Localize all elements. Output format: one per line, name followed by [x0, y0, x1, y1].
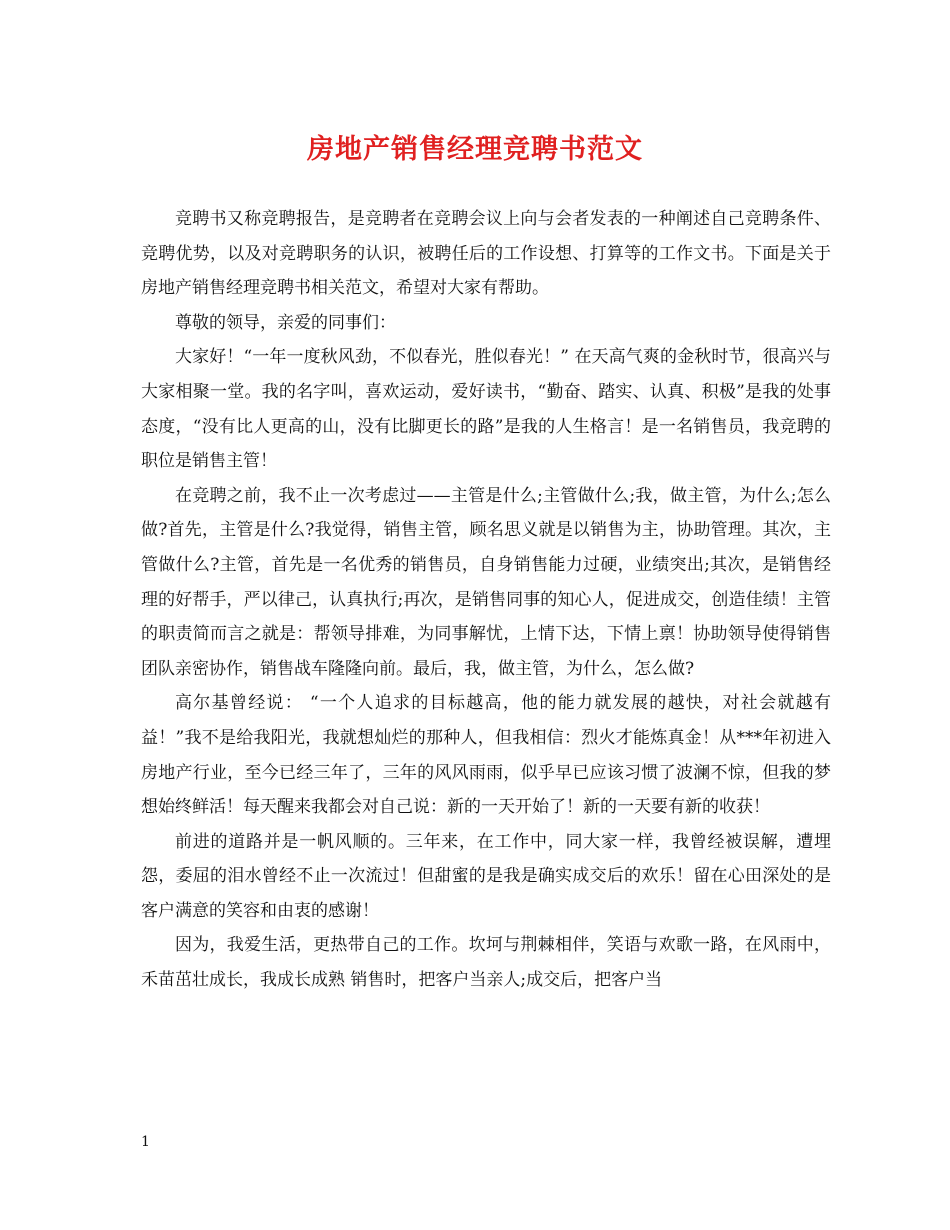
- paragraph-passion: 因为，我爱生活，更热带自己的工作。坎坷与荆棘相伴，笑语与欢歌一路，在风雨中，禾苗茁壮成长，我成长成熟 销售时，把客户当亲人;成交后，把客户当: [141, 935, 831, 991]
- paragraph-challenges: 前进的道路并是一帆风顺的。三年来，在工作中，同大家一样，我曾经被误解，遭埋怨，委屈的泪水曾经不止一次流过！但甜蜜的是我是确实成交后的欢乐！留在心田深处的是客户满意的笑容和由衷的感谢！: [141, 831, 831, 921]
- paragraph-intro: 竞聘书又称竞聘报告，是竞聘者在竞聘会议上向与会者发表的一种阐述自己竞聘条件、竞聘优势，以及对竞聘职务的认识，被聘任后的工作设想、打算等的工作文书。下面是关于房地产销售经理竞聘书相关范文，希望对大家有帮助。: [141, 209, 831, 299]
- paragraph-role-definition: 在竞聘之前，我不止一次考虑过——主管是什么;主管做什么;我，做主管，为什么;怎么做?首先，主管是什么?我觉得，销售主管，顾名思义就是以销售为主，协助管理。其次，主管做什么?主管，首先是一名优秀的销售员，自身销售能力过硬，业绩突出;其次，是销售经理的好帮手，严以律己，认真执行;再次，是销售同事的知心人，促进成交，创造佳绩！主管的职责简而言之就是：帮领导排难，为同事解忧，上情下达，下情上禀！协助领导使得销售团队亲密协作，销售战车隆隆向前。最后，我，做主管，为什么，怎么做?: [141, 485, 831, 679]
- page-number: 1: [141, 1134, 150, 1150]
- paragraph-greeting: 大家好！“一年一度秋风劲，不似春光，胜似春光！” 在天高气爽的金秋时节，很高兴与大家相聚一堂。我的名字叫，喜欢运动，爱好读书，“勤奋、踏实、认真、积极”是我的处事态度，“没有比人更高的山，没有比脚更长的路”是我的人生格言！是一名销售员，我竞聘的职位是销售主管！: [141, 347, 831, 472]
- document-body: [141, 202, 831, 998]
- paragraph-salutation: 尊敬的领导，亲爱的同事们：: [175, 312, 396, 333]
- document-title: 房地产销售经理竞聘书范文: [307, 134, 643, 165]
- paragraph-experience: 高尔基曾经说： “一个人追求的目标越高，他的能力就发展的越快，对社会就越有益！”我不是给我阳光，我就想灿烂的那种人，但我相信：烈火才能炼真金！从***年初进入房地产行业，至今已经三年了，三年的风风雨雨，似乎早已应该习惯了波澜不惊，但我的梦想始终鲜活！每天醒来我都会对自己说：新的一天开始了！新的一天要有新的收获！: [141, 693, 831, 818]
